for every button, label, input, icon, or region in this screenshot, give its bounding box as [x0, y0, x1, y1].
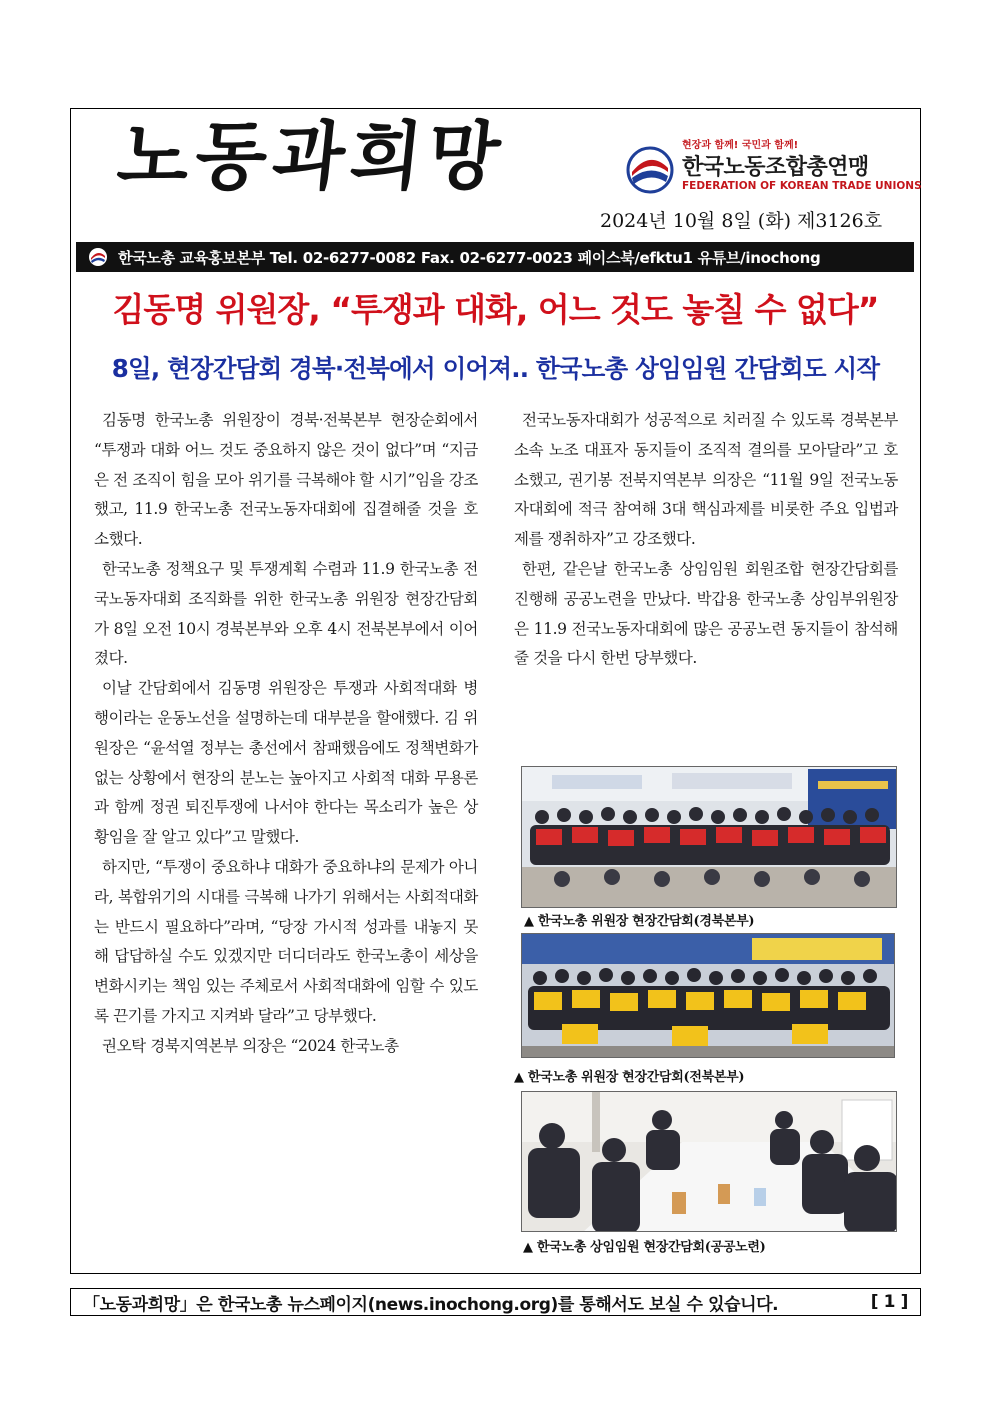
contact-bar	[76, 242, 914, 272]
footer-text: 「노동과희망」은 한국노총 뉴스페이지(news.inochong.org)를 통해서도 보실 수 있습니다.	[83, 1294, 779, 1315]
headline: 김동명 위원장, “투쟁과 대화, 어느 것도 놓칠 수 없다”	[112, 290, 879, 329]
org-name-ko: 한국노동조합총연맹	[682, 155, 869, 180]
org-name-en: FEDERATION OF KOREAN TRADE UNIONS	[682, 180, 922, 192]
page-number: [ 1 ]	[870, 1292, 908, 1312]
footer-bar	[70, 1288, 921, 1316]
photo-caption: ▲ 한국노총 위원장 현장간담회(전북본부)	[514, 1070, 745, 1085]
article-paragraph: 한편, 같은날 한국노총 상임임원 회원조합 현장간담회를 진행해 공공노련을 만났다. 박갑용 한국노총 상임부위원장은 11.9 전국노동자대회에 많은 공공노련 동지들이 참석해줄 것을 다시 한번 당부했다.	[514, 559, 898, 668]
article-paragraph: 하지만, “투쟁이 중요하냐 대화가 중요하냐의 문제가 아니라, 복합위기의 시대를 극복해 나가기 위해서는 사회적대화는 반드시 필요하다”라며, “당장 가시적 성과를 내놓지 못해 답답하실 수도 있겠지만 더디더라도 한국노총이 세상을 변화시키는 책임 있는 주체로서 사회적대화에 임할 수 있도록 끈기를 가지고 지켜봐 달라”고 당부했다.	[94, 857, 478, 1025]
photo-jeonbuk-image	[522, 934, 895, 1058]
article-paragraph: 전국노동자대회가 성공적으로 치러질 수 있도록 경북본부 소속 노조 대표자 동지들이 조직적 결의를 모아달라”고 호소했고, 권기봉 전북지역본부 의장은 “11월 9일 전국노동자대회에 적극 참여해 3대 핵심과제를 비롯한 주요 입법과제를 쟁취하자”고 강조했다.	[514, 411, 898, 549]
photo-gyeongbuk-meeting	[521, 766, 897, 908]
photo-jeonbuk-meeting	[521, 933, 895, 1058]
article-paragraph: 김동명 한국노총 위원장이 경북·전북본부 현장순회에서 “투쟁과 대화 어느 것도 중요하지 않은 것이 없다”며 “지금은 전 조직이 힘을 모아 위기를 극복해야 할 시기”임을 강조했고, 11.9 한국노총 전국노동자대회에 집결해줄 것을 호소했다.	[94, 411, 478, 549]
photo-gyeongbuk-image	[522, 767, 897, 908]
article-paragraph: 한국노총 정책요구 및 투쟁계획 수렴과 11.9 한국노총 전국노동자대회 조직화를 위한 한국노총 위원장 현장간담회가 8일 오전 10시 경북본부와 오후 4시 전북본부에서 이어졌다.	[94, 559, 478, 668]
photo-public-union-image	[522, 1092, 897, 1232]
article-column-left	[94, 406, 478, 1062]
photo-caption: ▲ 한국노총 위원장 현장간담회(경북본부)	[524, 914, 755, 929]
subheadline: 8일, 현장간담회 경북·전북에서 이어져.. 한국노총 상임임원 간담회도 시작	[111, 354, 880, 383]
issue-date: 2024년 10월 8일 (화) 제3126호	[600, 210, 883, 232]
photo-caption: ▲ 한국노총 상임임원 현장간담회(공공노련)	[523, 1240, 766, 1255]
masthead-title: 노동과희망	[113, 114, 510, 200]
photo-public-union-meeting	[521, 1091, 897, 1232]
article-column-right	[514, 406, 898, 674]
org-slogan: 현장과 함께! 국민과 함께!	[682, 140, 799, 151]
contact-text: 한국노총 교육홍보본부 Tel. 02-6277-0082 Fax. 02-6277-0023 페이스북/efktu1 유튜브/inochong	[118, 248, 821, 267]
article-paragraph: 이날 간담회에서 김동명 위원장은 투쟁과 사회적대화 병행이라는 운동노선을 설명하는데 대부분을 할애했다. 김 위원장은 “윤석열 정부는 총선에서 참패했음에도 정책변화가 없는 상황에서 현장의 분노는 높아지고 사회적 대화 무용론과 함께 정권 퇴진투쟁에 나서야 한다는 목소리가 높은 상황임을 잘 알고 있다”고 말했다.	[94, 679, 478, 847]
fktu-logo-icon	[626, 146, 674, 194]
article-paragraph: 권오탁 경북지역본부 의장은 “2024 한국노총	[102, 1036, 399, 1055]
fktu-logo-small-icon	[88, 247, 108, 267]
